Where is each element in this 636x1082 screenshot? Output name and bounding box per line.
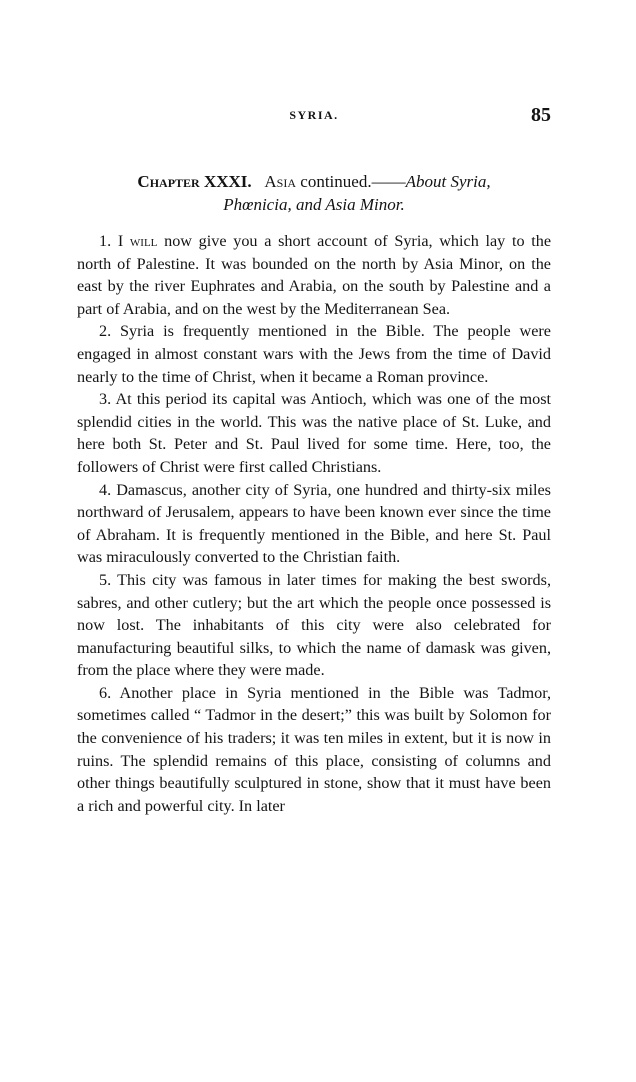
running-title: SYRIA. — [289, 108, 339, 122]
paragraph-1 — [77, 230, 551, 320]
chapter-dash: —— — [371, 172, 406, 191]
paragraph-lead: 1. I — [99, 232, 130, 250]
paragraph-text: 5. This city was famous in later times for making the best swords, sabres, and other cutlery; but the art which the people once possessed is now lost. The inhabitants of this city were also celebrated for manufacturing beautiful silks, to which the name of damask was given, from the place where they were made. — [77, 570, 551, 680]
paragraph-text: 2. Syria is frequently mentioned in the Bible. The people were engaged in almost constant wars with the Jews from the time of David nearly to the time of Christ, when it became a Roman province. — [77, 322, 551, 386]
paragraph-6 — [77, 682, 551, 818]
chapter-subject-syria: Syria, — [450, 172, 491, 191]
chapter-subject-rest: and Asia Minor. — [295, 195, 405, 214]
paragraph-4 — [77, 479, 551, 569]
chapter-subject-about: About — [405, 172, 451, 191]
chapter-region: Asia — [264, 172, 297, 191]
page-number: 85 — [531, 104, 551, 126]
paragraph-5 — [77, 569, 551, 682]
chapter-continued: continued. — [300, 172, 372, 191]
chapter-number: XXXI. — [203, 172, 252, 191]
body-text — [77, 230, 551, 817]
paragraph-text: 6. Another place in Syria mentioned in the Bible was Tadmor, sometimes called “ Tadmor in the desert;” this was built by Solomon for the convenience of his traders; it was ten miles in extent, but it is now in ruins. The splendid remains of this place, consisting of columns and other things beautifully sculptured in stone, show that it must have been a rich and powerful city. In later — [77, 683, 551, 815]
paragraph-3 — [77, 388, 551, 478]
paragraph-text: 4. Damascus, another city of Syria, one hundred and thirty-six miles northward of Jerusalem, appears to have been known ever since the time of Abraham. It is frequently mentioned in the Bible, and here St. Paul was miraculously converted to the Christian faith. — [77, 480, 551, 567]
paragraph-text: now give you a short account of Syria, which lay to the north of Palestine. It was bounded on the north by Asia Minor, on the east by the river Euphrates and Arabia, on the south by Palestine and a part of Arabia, and on the west by the Mediterranean Sea. — [77, 232, 552, 318]
chapter-word: Chapter — [137, 172, 200, 191]
paragraph-small-caps: will — [129, 232, 158, 250]
chapter-heading — [77, 170, 551, 216]
paragraph-text: 3. At this period its capital was Antioch, which was one of the most splendid cities in the world. This was the native place of St. Luke, and here both St. Peter and St. Paul lived for some time. Here, too, the followers of Christ were first called Christians. — [77, 390, 551, 476]
running-head — [77, 104, 551, 126]
paragraph-2 — [77, 320, 551, 388]
chapter-subject-phoenicia: Phœnicia, — [223, 195, 292, 214]
